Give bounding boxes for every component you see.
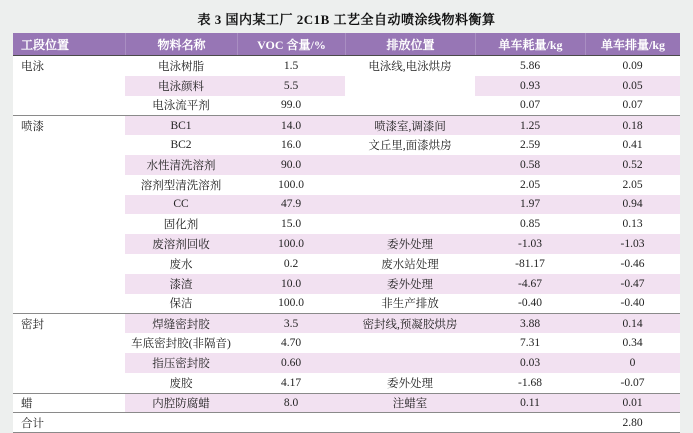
cell-emission: 0.09 <box>622 59 643 72</box>
cell-voc: 4.70 <box>280 337 302 350</box>
cell-consumption: 0.07 <box>519 99 541 112</box>
table-title: 表 3 国内某工厂 2C1B 工艺全自动喷涂线物料衡算 <box>197 12 496 27</box>
cell-emission: 0.05 <box>585 76 680 96</box>
header-voc: VOC 含量/% <box>237 33 345 55</box>
cell-consumption: -81.17 <box>515 257 545 270</box>
cell-voc: 16.0 <box>280 139 302 152</box>
cell-location: 注蜡室 <box>345 394 475 413</box>
cell-location: 废水站处理 <box>381 258 439 271</box>
table-row <box>13 234 680 254</box>
cell-voc: 10.0 <box>237 274 345 294</box>
cell-material: 车底密封胶(非隔音) <box>131 338 231 351</box>
cell-section <box>13 155 125 175</box>
cell-section: 蜡 <box>21 397 33 410</box>
table-row <box>13 135 680 155</box>
cell-consumption: 7.31 <box>519 337 541 350</box>
cell-section <box>13 333 125 353</box>
cell-emission: 0 <box>585 353 680 373</box>
cell-section <box>13 76 125 96</box>
cell-emission: 2.80 <box>622 416 643 429</box>
cell-voc: 100.0 <box>237 234 345 254</box>
cell-material: 电泳颜料 <box>125 76 237 96</box>
cell-emission: 2.05 <box>622 178 643 191</box>
table-row <box>13 96 680 116</box>
header-emission: 单车排量/kg <box>585 33 680 55</box>
header-consumption: 单车耗量/kg <box>475 33 585 55</box>
cell-consumption: 5.86 <box>519 59 541 72</box>
cell-consumption: 2.05 <box>519 178 541 191</box>
cell-voc <box>237 413 345 432</box>
cell-voc: 0.60 <box>237 353 345 373</box>
header-material: 物料名称 <box>125 33 237 55</box>
cell-material: 保洁 <box>169 298 193 311</box>
cell-emission: 0.14 <box>585 314 680 333</box>
cell-material: BC1 <box>125 116 237 135</box>
cell-voc: 0.2 <box>283 257 299 270</box>
cell-voc: 47.9 <box>237 195 345 215</box>
cell-section <box>13 96 125 116</box>
cell-section <box>13 294 125 314</box>
cell-consumption: 2.59 <box>519 139 541 152</box>
cell-material: 指压密封胶 <box>125 353 237 373</box>
cell-material: 内腔防腐蜡 <box>125 394 237 413</box>
cell-material: 电泳树脂 <box>158 60 204 73</box>
cell-consumption: 1.25 <box>475 116 585 135</box>
cell-material: 废胶 <box>169 377 193 390</box>
cell-emission: 0.01 <box>585 394 680 413</box>
header-location: 排放位置 <box>345 33 475 55</box>
cell-section <box>13 135 125 155</box>
cell-location <box>345 76 475 96</box>
cell-consumption: 0.85 <box>519 218 541 231</box>
cell-voc: 5.5 <box>237 76 345 96</box>
cell-consumption: 1.97 <box>475 195 585 215</box>
table-row <box>13 214 680 234</box>
cell-voc: 15.0 <box>280 218 302 231</box>
table-body <box>13 56 680 433</box>
cell-consumption: -1.68 <box>518 376 542 389</box>
table-row <box>13 393 680 413</box>
cell-material: 电泳流平剂 <box>152 100 210 113</box>
cell-location: 文丘里,面漆烘房 <box>368 140 452 153</box>
cell-voc: 14.0 <box>237 116 345 135</box>
table-row <box>13 115 680 135</box>
cell-material: 固化剂 <box>163 219 199 232</box>
cell-material: 焊缝密封胶 <box>125 314 237 333</box>
cell-section <box>13 254 125 274</box>
cell-location: 委外处理 <box>345 234 475 254</box>
cell-location <box>345 214 475 234</box>
table-row <box>13 313 680 333</box>
cell-emission: 0.94 <box>585 195 680 215</box>
table-row <box>13 56 680 76</box>
table-row <box>13 195 680 215</box>
cell-location <box>345 175 475 195</box>
cell-voc: 100.0 <box>278 297 304 310</box>
cell-voc: 1.5 <box>283 59 299 72</box>
cell-location <box>345 413 475 432</box>
cell-emission: -0.46 <box>620 257 645 270</box>
cell-material: CC <box>125 195 237 215</box>
cell-consumption: 0.58 <box>475 155 585 175</box>
cell-emission: -0.40 <box>620 297 645 310</box>
cell-location <box>345 333 475 353</box>
cell-location: 喷漆室,调漆间 <box>345 116 475 135</box>
cell-emission: 0.34 <box>622 337 643 350</box>
cell-section: 密封 <box>21 318 44 331</box>
table-header-row <box>13 33 680 56</box>
cell-emission: 0.13 <box>622 218 643 231</box>
cell-material: 水性清洗溶剂 <box>125 155 237 175</box>
cell-material: 废水 <box>169 258 193 271</box>
cell-section <box>13 234 125 254</box>
cell-consumption: 3.88 <box>475 314 585 333</box>
table-row <box>13 155 680 175</box>
cell-location: 委外处理 <box>345 274 475 294</box>
table-row <box>13 294 680 314</box>
cell-material: BC2 <box>170 139 192 152</box>
cell-voc: 90.0 <box>237 155 345 175</box>
cell-section <box>13 373 125 393</box>
cell-material <box>125 413 237 432</box>
cell-location: 电泳线,电泳烘房 <box>368 60 452 73</box>
cell-location: 密封线,预凝胶烘房 <box>345 314 475 333</box>
cell-section: 合计 <box>21 417 44 430</box>
cell-material: 漆渣 <box>125 274 237 294</box>
cell-section: 喷漆 <box>21 120 44 133</box>
cell-section <box>13 214 125 234</box>
cell-consumption: -0.40 <box>518 297 542 310</box>
table-row <box>13 412 680 432</box>
table-row <box>13 353 680 373</box>
cell-voc: 100.0 <box>278 178 304 191</box>
cell-consumption: 0.11 <box>475 394 585 413</box>
cell-location: 非生产排放 <box>381 298 439 311</box>
table-row <box>13 175 680 195</box>
cell-voc: 3.5 <box>237 314 345 333</box>
table-row <box>13 333 680 353</box>
cell-consumption <box>475 413 585 432</box>
cell-emission: -0.07 <box>620 376 645 389</box>
header-section: 工段位置 <box>21 37 70 52</box>
cell-emission: 0.07 <box>622 99 643 112</box>
table-row <box>13 373 680 393</box>
cell-section <box>13 353 125 373</box>
cell-location <box>345 353 475 373</box>
cell-emission: -0.47 <box>585 274 680 294</box>
cell-emission: 0.18 <box>585 116 680 135</box>
cell-section: 电泳 <box>21 60 44 73</box>
cell-consumption: 0.03 <box>475 353 585 373</box>
cell-consumption: -1.03 <box>475 234 585 254</box>
table-row <box>13 76 680 96</box>
cell-material: 溶剂型清洗溶剂 <box>140 179 222 192</box>
cell-emission: 0.41 <box>622 139 643 152</box>
cell-consumption: 0.93 <box>475 76 585 96</box>
cell-material: 废溶剂回收 <box>125 234 237 254</box>
cell-voc: 4.17 <box>280 376 302 389</box>
cell-emission: -1.03 <box>585 234 680 254</box>
material-balance-table <box>13 33 680 433</box>
cell-section <box>13 274 125 294</box>
cell-location <box>345 96 475 116</box>
cell-section <box>13 195 125 215</box>
cell-section <box>13 175 125 195</box>
cell-voc: 8.0 <box>237 394 345 413</box>
cell-location: 委外处理 <box>387 377 433 390</box>
cell-consumption: -4.67 <box>475 274 585 294</box>
cell-emission: 0.52 <box>585 155 680 175</box>
cell-location <box>345 155 475 175</box>
cell-location <box>345 195 475 215</box>
cell-voc: 99.0 <box>280 99 302 112</box>
table-row <box>13 274 680 294</box>
table-row <box>13 254 680 274</box>
